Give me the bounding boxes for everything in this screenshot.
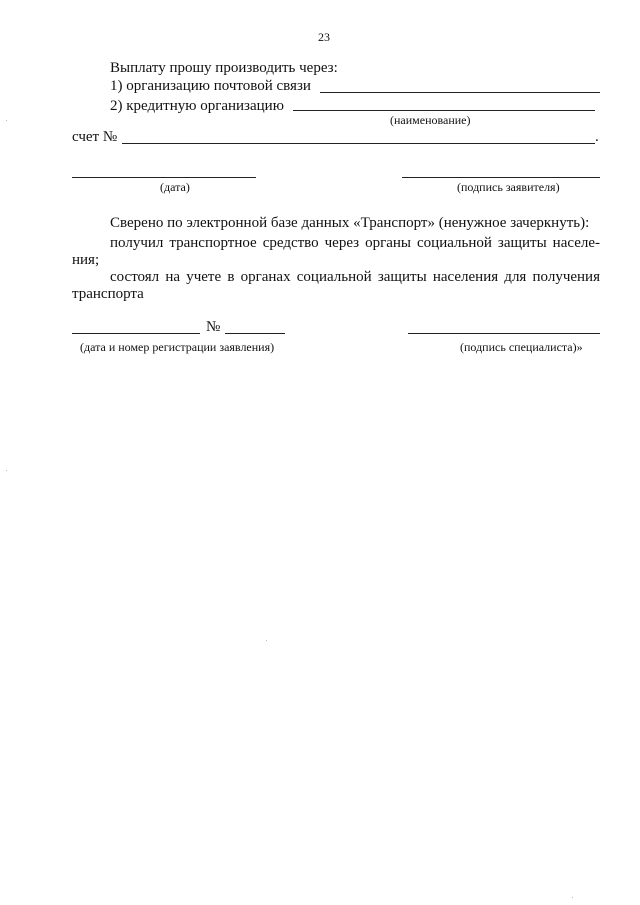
specialist-signature-field[interactable] [408, 333, 600, 334]
page-number: 23 [318, 30, 330, 44]
scan-speck [6, 120, 7, 121]
postal-organization-field[interactable] [320, 92, 600, 93]
account-label: счет № [72, 129, 118, 145]
date-caption: (дата) [160, 180, 190, 194]
account-number-field[interactable] [122, 143, 595, 144]
scan-speck [6, 470, 7, 471]
credit-organization-field[interactable] [293, 110, 595, 111]
scan-speck [572, 897, 573, 898]
date-field[interactable] [72, 177, 256, 178]
verification-option-received-cont: ния; [72, 252, 100, 268]
verification-option-registered: состоял на учете в органах социальной защиты населения для получения [110, 269, 600, 285]
name-caption: (наименование) [390, 113, 471, 127]
verification-heading: Сверено по электронной базе данных «Транспорт» (ненужное зачеркнуть): [110, 215, 590, 231]
registration-number-field[interactable] [225, 333, 285, 334]
applicant-signature-caption: (подпись заявителя) [457, 180, 560, 194]
verification-option-received: получил транспортное средство через органы социальной защиты населе- [110, 235, 600, 251]
account-end-period: . [595, 129, 599, 145]
specialist-signature-caption: (подпись специалиста)» [460, 340, 583, 354]
payment-option-credit: 2) кредитную организацию [110, 98, 284, 114]
payment-option-postal: 1) организацию почтовой связи [110, 78, 311, 94]
verification-option-registered-cont: транспорта [72, 286, 144, 302]
payment-intro: Выплату прошу производить через: [110, 60, 338, 76]
registration-caption: (дата и номер регистрации заявления) [80, 340, 275, 354]
scan-speck [266, 640, 267, 641]
registration-date-field[interactable] [72, 333, 200, 334]
number-sign: № [206, 319, 221, 335]
applicant-signature-field[interactable] [402, 177, 600, 178]
